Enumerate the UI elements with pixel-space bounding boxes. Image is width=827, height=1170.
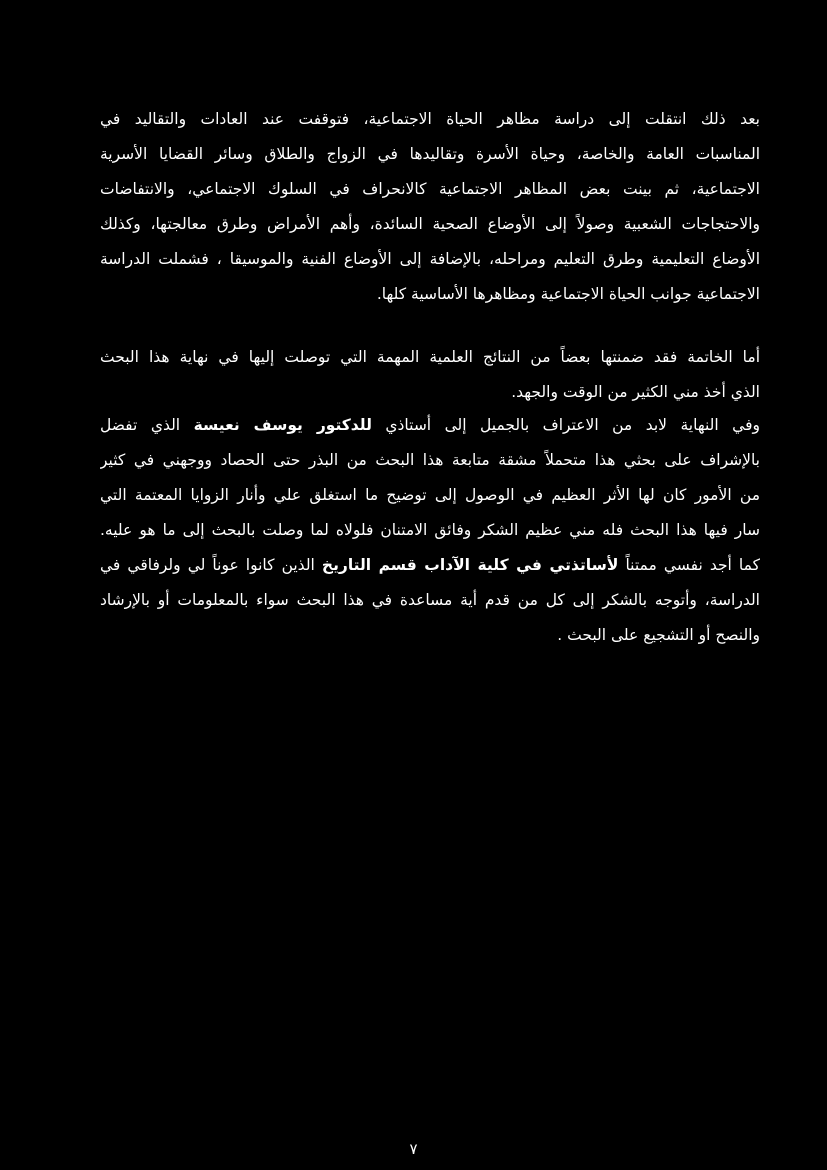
supervisor-name: للدكتور يوسف نعيسة: [193, 416, 372, 434]
text-run: كما أجد نفسي ممتناً: [618, 556, 760, 574]
text-run: الذي تفضل: [100, 416, 194, 434]
paragraph-social-life: [100, 102, 760, 312]
department-name: لأساتذتي في كلية الآداب قسم التاريخ: [321, 556, 619, 574]
text-run: وفي النهاية لابد من الاعتراف بالجميل إلى أستاذي: [371, 416, 760, 434]
text-line: [100, 548, 760, 583]
paragraph-acknowledgements: [100, 408, 760, 653]
text-line: من الأمور كان لها الأثر العظيم في الوصول إلى توضيح ما استغلق علي وأنار الزوايا المعتمة التي: [100, 486, 760, 504]
text-line: سار فيها هذا البحث فله مني عظيم الشكر وفائق الامتنان فلولاه لما وصلت بالبحث إلى ما هو عليه.: [100, 521, 760, 539]
page-number: ٧: [409, 1140, 418, 1158]
text-line: المناسبات العامة والخاصة، وحياة الأسرة وتقاليدها في الزواج والطلاق وسائر القضايا الأسرية: [100, 145, 760, 163]
text-line: الأوضاع التعليمية وطرق التعليم ومراحله، بالإضافة إلى الأوضاع الفنية والموسيقا ، فشملت الدراسة: [100, 250, 760, 268]
text-line: الاجتماعية جوانب الحياة الاجتماعية ومظاهرها الأساسية كلها.: [376, 285, 760, 303]
text-line: والاحتجاجات الشعبية وصولاً إلى الأوضاع الصحية السائدة، وأهم الأمراض وطرق معالجتها، وكذلك: [100, 215, 760, 233]
paragraph-conclusion: [100, 340, 760, 410]
text-line: الاجتماعية، ثم بينت بعض المظاهر الاجتماعية كالانحراف في السلوك الاجتماعي، والانتفاضات: [100, 180, 760, 198]
text-line: أما الخاتمة فقد ضمنتها بعضاً من النتائج العلمية المهمة التي توصلت إليها في نهاية هذا البحث: [100, 348, 760, 366]
text-line: الدراسة، وأتوجه بالشكر إلى كل من قدم أية مساعدة في هذا البحث سواء بالمعلومات أو بالإرشاد: [100, 591, 760, 609]
text-line: بالإشراف على بحثي هذا متحملاً مشقة متابعة هذا البحث من البذر حتى الحصاد ووجهني في كثير: [100, 451, 760, 469]
text-line: [100, 408, 760, 443]
text-line: والنصح أو التشجيع على البحث .: [557, 626, 760, 644]
text-run: الذين كانوا عوناً لي ولرفاقي في: [100, 556, 322, 574]
text-line: بعد ذلك انتقلت إلى دراسة مظاهر الحياة الاجتماعية، فتوقفت عند العادات والتقاليد في: [100, 110, 760, 128]
text-line: الذي أخذ مني الكثير من الوقت والجهد.: [511, 383, 760, 401]
